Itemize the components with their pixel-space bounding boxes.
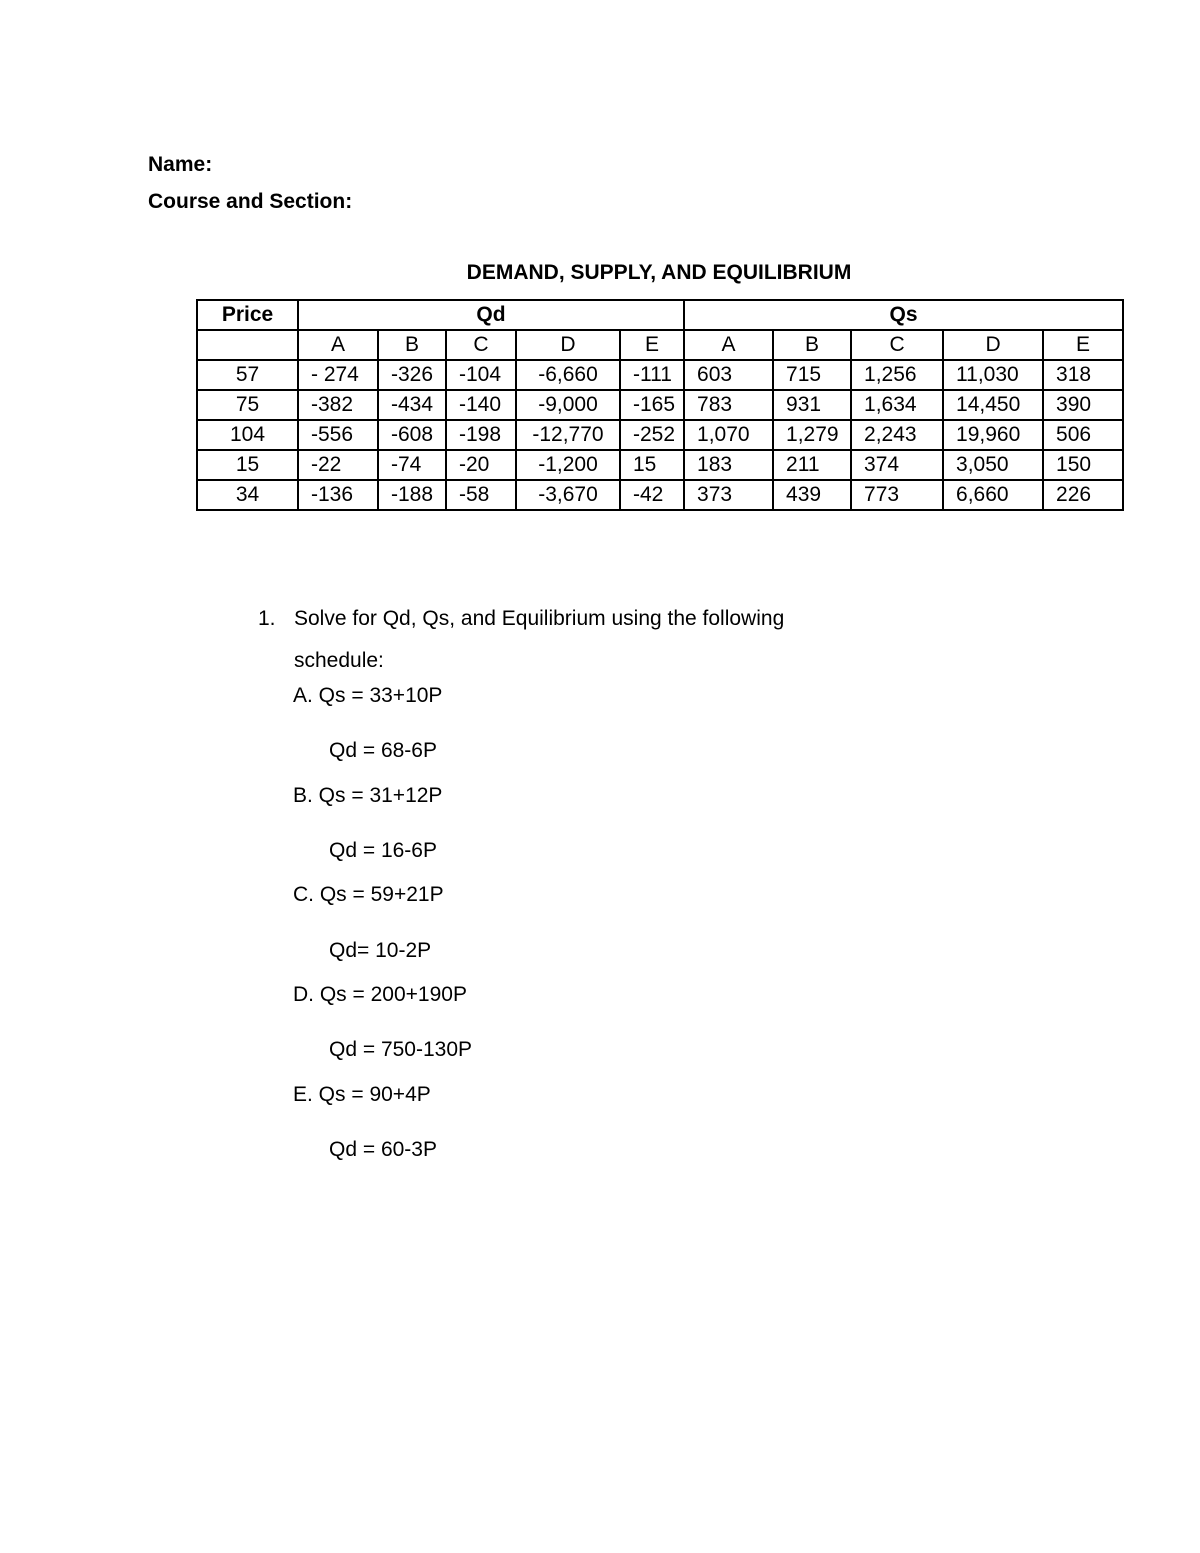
- qd-cell: - 274: [298, 360, 378, 390]
- qd-cell: -22: [298, 450, 378, 480]
- qs-cell: 931: [773, 390, 851, 420]
- item-d-qd: Qd = 750-130P: [329, 1038, 473, 1061]
- qd-subheader-e: E: [620, 330, 684, 360]
- table-row: [197, 450, 1123, 480]
- table-row: [197, 420, 1123, 450]
- qs-subheader-d: D: [943, 330, 1043, 360]
- question-number: 1.: [258, 607, 276, 630]
- qd-cell: -326: [378, 360, 446, 390]
- qs-subheader-b: B: [773, 330, 851, 360]
- qs-cell: 506: [1043, 420, 1123, 450]
- qs-cell: 3,050: [943, 450, 1043, 480]
- qd-cell: -140: [446, 390, 516, 420]
- qs-subheader-a: A: [684, 330, 773, 360]
- qd-cell: -556: [298, 420, 378, 450]
- qs-cell: 150: [1043, 450, 1123, 480]
- item-e-qd: Qd = 60-3P: [329, 1138, 437, 1161]
- qd-subheader-a: A: [298, 330, 378, 360]
- qs-cell: 14,450: [943, 390, 1043, 420]
- question-text: Solve for Qd, Qs, and Equilibrium using the following schedule:: [294, 607, 785, 672]
- table-subheader-row: [197, 330, 1123, 360]
- qs-cell: 439: [773, 480, 851, 510]
- price-cell: 75: [197, 390, 298, 420]
- qd-cell: -188: [378, 480, 446, 510]
- qd-cell: -111: [620, 360, 684, 390]
- price-cell: 57: [197, 360, 298, 390]
- qd-cell: -104: [446, 360, 516, 390]
- qd-cell: -20: [446, 450, 516, 480]
- qs-cell: 11,030: [943, 360, 1043, 390]
- table-row: [197, 360, 1123, 390]
- qd-cell: -3,670: [516, 480, 620, 510]
- price-header: Price: [197, 300, 298, 330]
- qd-cell: -58: [446, 480, 516, 510]
- qd-cell: -136: [298, 480, 378, 510]
- item-d-qs: D. Qs = 200+190P: [293, 983, 467, 1006]
- item-a-qs: A. Qs = 33+10P: [293, 684, 443, 707]
- qs-cell: 783: [684, 390, 773, 420]
- qs-subheader-c: C: [851, 330, 943, 360]
- qd-subheader-c: C: [446, 330, 516, 360]
- item-c-qd: Qd= 10-2P: [329, 939, 432, 962]
- table-row: [197, 390, 1123, 420]
- qd-cell: -198: [446, 420, 516, 450]
- item-e-qs: E. Qs = 90+4P: [293, 1083, 431, 1106]
- qs-subheader-e: E: [1043, 330, 1123, 360]
- qs-cell: 1,070: [684, 420, 773, 450]
- qs-cell: 373: [684, 480, 773, 510]
- qd-cell: -9,000: [516, 390, 620, 420]
- name-label: Name:: [148, 153, 213, 176]
- qd-cell: 15: [620, 450, 684, 480]
- qs-cell: 390: [1043, 390, 1123, 420]
- qd-cell: -1,200: [516, 450, 620, 480]
- item-a-qd: Qd = 68-6P: [329, 739, 437, 762]
- qs-cell: 1,634: [851, 390, 943, 420]
- qs-header: Qs: [684, 300, 1123, 330]
- qs-cell: 603: [684, 360, 773, 390]
- price-subheader-empty: [197, 330, 298, 360]
- qs-cell: 374: [851, 450, 943, 480]
- qs-cell: 773: [851, 480, 943, 510]
- qd-cell: -165: [620, 390, 684, 420]
- qs-cell: 6,660: [943, 480, 1043, 510]
- qd-cell: -74: [378, 450, 446, 480]
- document-title: DEMAND, SUPPLY, AND EQUILIBRIUM: [466, 261, 852, 284]
- qd-cell: -12,770: [516, 420, 620, 450]
- item-b-qd: Qd = 16-6P: [329, 839, 437, 862]
- qd-cell: -252: [620, 420, 684, 450]
- table-row: [197, 480, 1123, 510]
- qd-subheader-d: D: [516, 330, 620, 360]
- qs-cell: 2,243: [851, 420, 943, 450]
- item-b-qs: B. Qs = 31+12P: [293, 784, 443, 807]
- qd-cell: -608: [378, 420, 446, 450]
- price-cell: 104: [197, 420, 298, 450]
- qd-cell: -382: [298, 390, 378, 420]
- qs-cell: 1,279: [773, 420, 851, 450]
- price-cell: 15: [197, 450, 298, 480]
- schedule-table: [196, 299, 1124, 511]
- qs-cell: 318: [1043, 360, 1123, 390]
- qs-cell: 715: [773, 360, 851, 390]
- qs-cell: 211: [773, 450, 851, 480]
- qs-cell: 19,960: [943, 420, 1043, 450]
- qd-subheader-b: B: [378, 330, 446, 360]
- qs-cell: 1,256: [851, 360, 943, 390]
- qs-cell: 183: [684, 450, 773, 480]
- price-cell: 34: [197, 480, 298, 510]
- table-header-row: [197, 300, 1123, 330]
- qd-cell: -6,660: [516, 360, 620, 390]
- qd-header: Qd: [298, 300, 684, 330]
- qs-cell: 226: [1043, 480, 1123, 510]
- qd-cell: -434: [378, 390, 446, 420]
- course-section-label: Course and Section:: [148, 190, 353, 213]
- item-c-qs: C. Qs = 59+21P: [293, 883, 444, 906]
- qd-cell: -42: [620, 480, 684, 510]
